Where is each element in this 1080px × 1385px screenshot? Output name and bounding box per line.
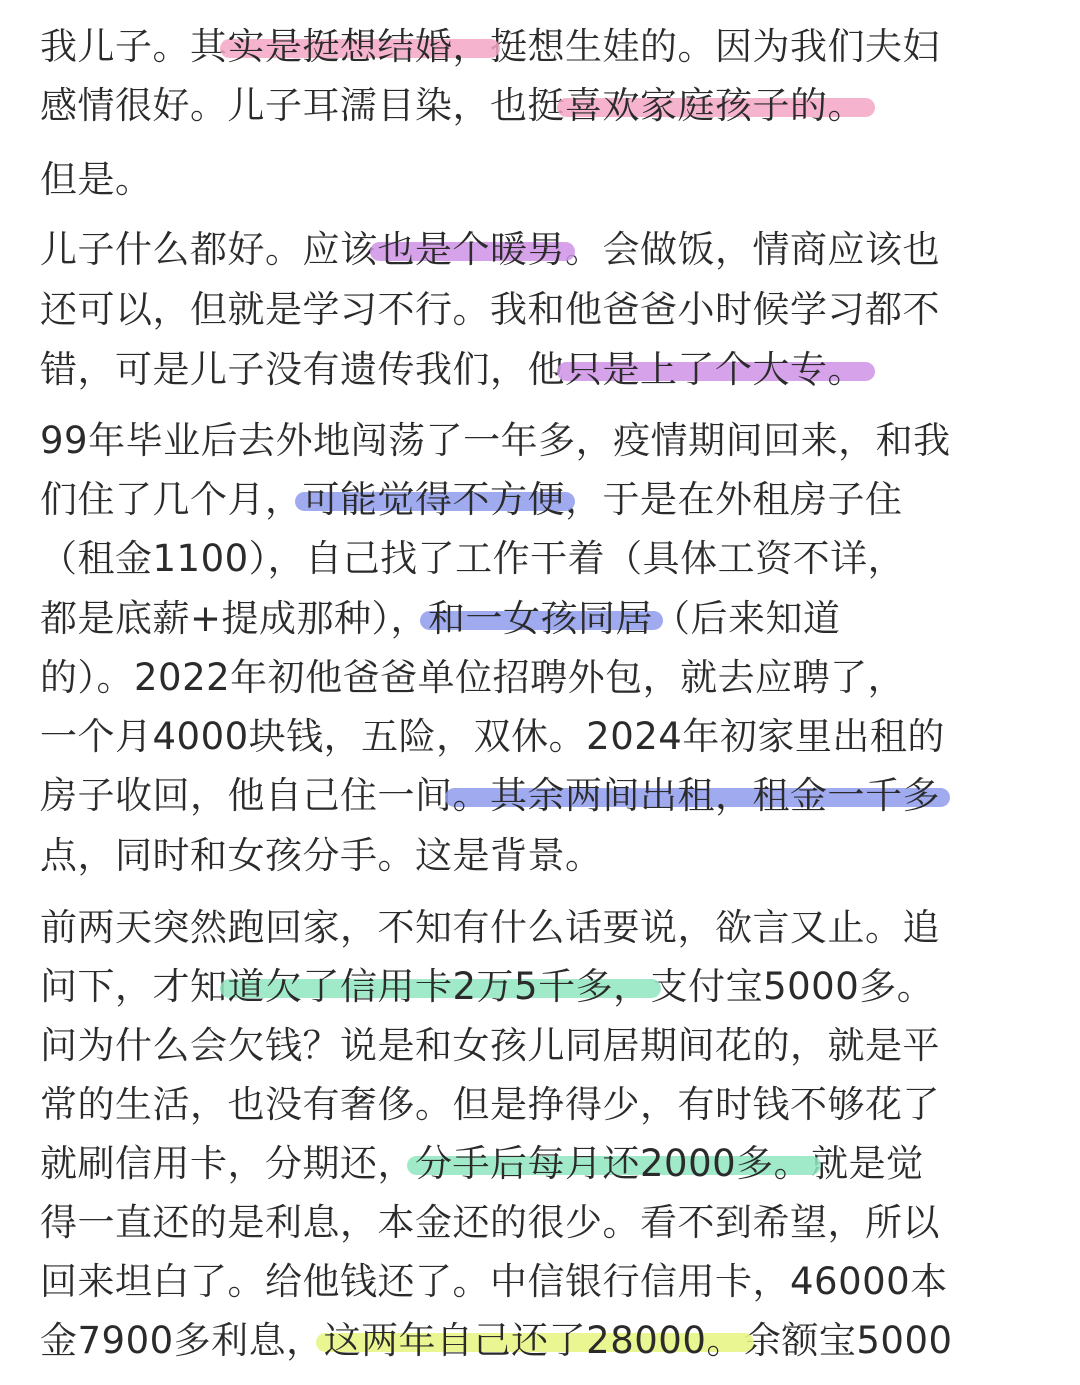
text-line: [40, 411, 951, 471]
text-line: [40, 1075, 940, 1135]
line-text: 前两天突然跑回家，不知有什么话要说，欲言又止。追: [40, 906, 940, 949]
text-line: [40, 766, 940, 826]
text-line: [40, 898, 940, 958]
line-text: 都是底薪+提成那种），: [40, 597, 429, 640]
text-line: [40, 280, 940, 340]
line-text: 们住了几个月，: [40, 478, 303, 521]
highlight-green: 分手后每月还2000多。: [415, 1142, 812, 1185]
line-text: 常的生活，也没有奢侈。但是挣得少，有时钱不够花了: [40, 1083, 940, 1126]
text-line: [40, 1134, 924, 1194]
line-text: 得一直还的是利息，本金还的很少。看不到希望，所以: [40, 1201, 940, 1244]
highlight-pink: 喜欢家庭孩子的。: [565, 84, 865, 127]
line-text: 但是。: [40, 158, 153, 201]
line-text: 就刷信用卡，分期还，: [40, 1142, 415, 1185]
line-text: 还可以，但就是学习不行。我和他爸爸小时候学习都不: [40, 288, 940, 331]
highlight-blue: 可能觉得不方便: [302, 478, 565, 521]
line-text: 点，同时和女孩分手。这是背景。: [40, 834, 603, 877]
line-text: 房子收回，他自己住一间: [40, 774, 453, 817]
highlight-yellow: 这两年自己还了28000。: [323, 1319, 744, 1362]
line-text: 儿子什么都好。应该: [40, 228, 378, 271]
text-line: [40, 826, 603, 886]
highlight-pink: 实是挺想结婚，: [227, 25, 490, 68]
text-line: [40, 150, 153, 210]
text-line: [40, 648, 905, 708]
line-text: 的）。2022年初他爸爸单位招聘外包，就去应聘了，: [40, 656, 906, 699]
line-text: （后来知道: [653, 597, 841, 640]
text-line: [40, 1311, 953, 1371]
text-line: [40, 340, 865, 400]
highlight-blue: 和一女孩同居: [428, 597, 654, 640]
line-text: 感情很好。儿子耳濡目染，也挺: [40, 84, 565, 127]
line-text: 金7900多利息，: [40, 1319, 324, 1362]
line-text: 99年毕业后去外地闯荡了一年多，疫情期间回来，和我: [40, 419, 951, 462]
line-text: 。会做饭，情商应该也: [565, 228, 940, 271]
text-line: [40, 1016, 940, 1076]
highlight-purple: 也是个暖男: [377, 228, 565, 271]
text-line: [40, 957, 934, 1017]
line-text: 就是觉: [811, 1142, 924, 1185]
text-line: [40, 76, 865, 136]
line-text: 支付宝5000多。: [650, 965, 935, 1008]
text-line: [40, 529, 905, 589]
line-text: 问下，才知: [40, 965, 228, 1008]
line-text: 一个月4000块钱，五险，双休。2024年初家里出租的: [40, 715, 945, 758]
line-text: 问为什么会欠钱？说是和女孩儿同居期间花的，就是平: [40, 1024, 940, 1067]
text-line: [40, 1252, 948, 1312]
text-line: [40, 707, 945, 767]
text-line: [40, 17, 940, 77]
line-text: 我儿子。其: [40, 25, 228, 68]
highlight-purple: 只是上了个大专。: [565, 348, 865, 391]
line-text: 挺想生娃的。因为我们夫妇: [490, 25, 940, 68]
text-line: [40, 470, 903, 530]
line-text: 回来坦白了。给他钱还了。中信银行信用卡，46000本: [40, 1260, 948, 1303]
highlight-green: 道欠了信用卡2万5千多，: [227, 965, 651, 1008]
line-text: 错，可是儿子没有遗传我们，他: [40, 348, 565, 391]
line-text: （租金1100），自己找了工作干着（具体工资不详，: [40, 537, 906, 580]
line-text: ，于是在外租房子住: [565, 478, 903, 521]
line-text: 余额宝5000: [743, 1319, 953, 1362]
text-line: [40, 1193, 940, 1253]
highlight-blue: 。其余两间出租，租金一千多: [452, 774, 940, 817]
text-line: [40, 220, 940, 280]
text-line: [40, 589, 841, 649]
